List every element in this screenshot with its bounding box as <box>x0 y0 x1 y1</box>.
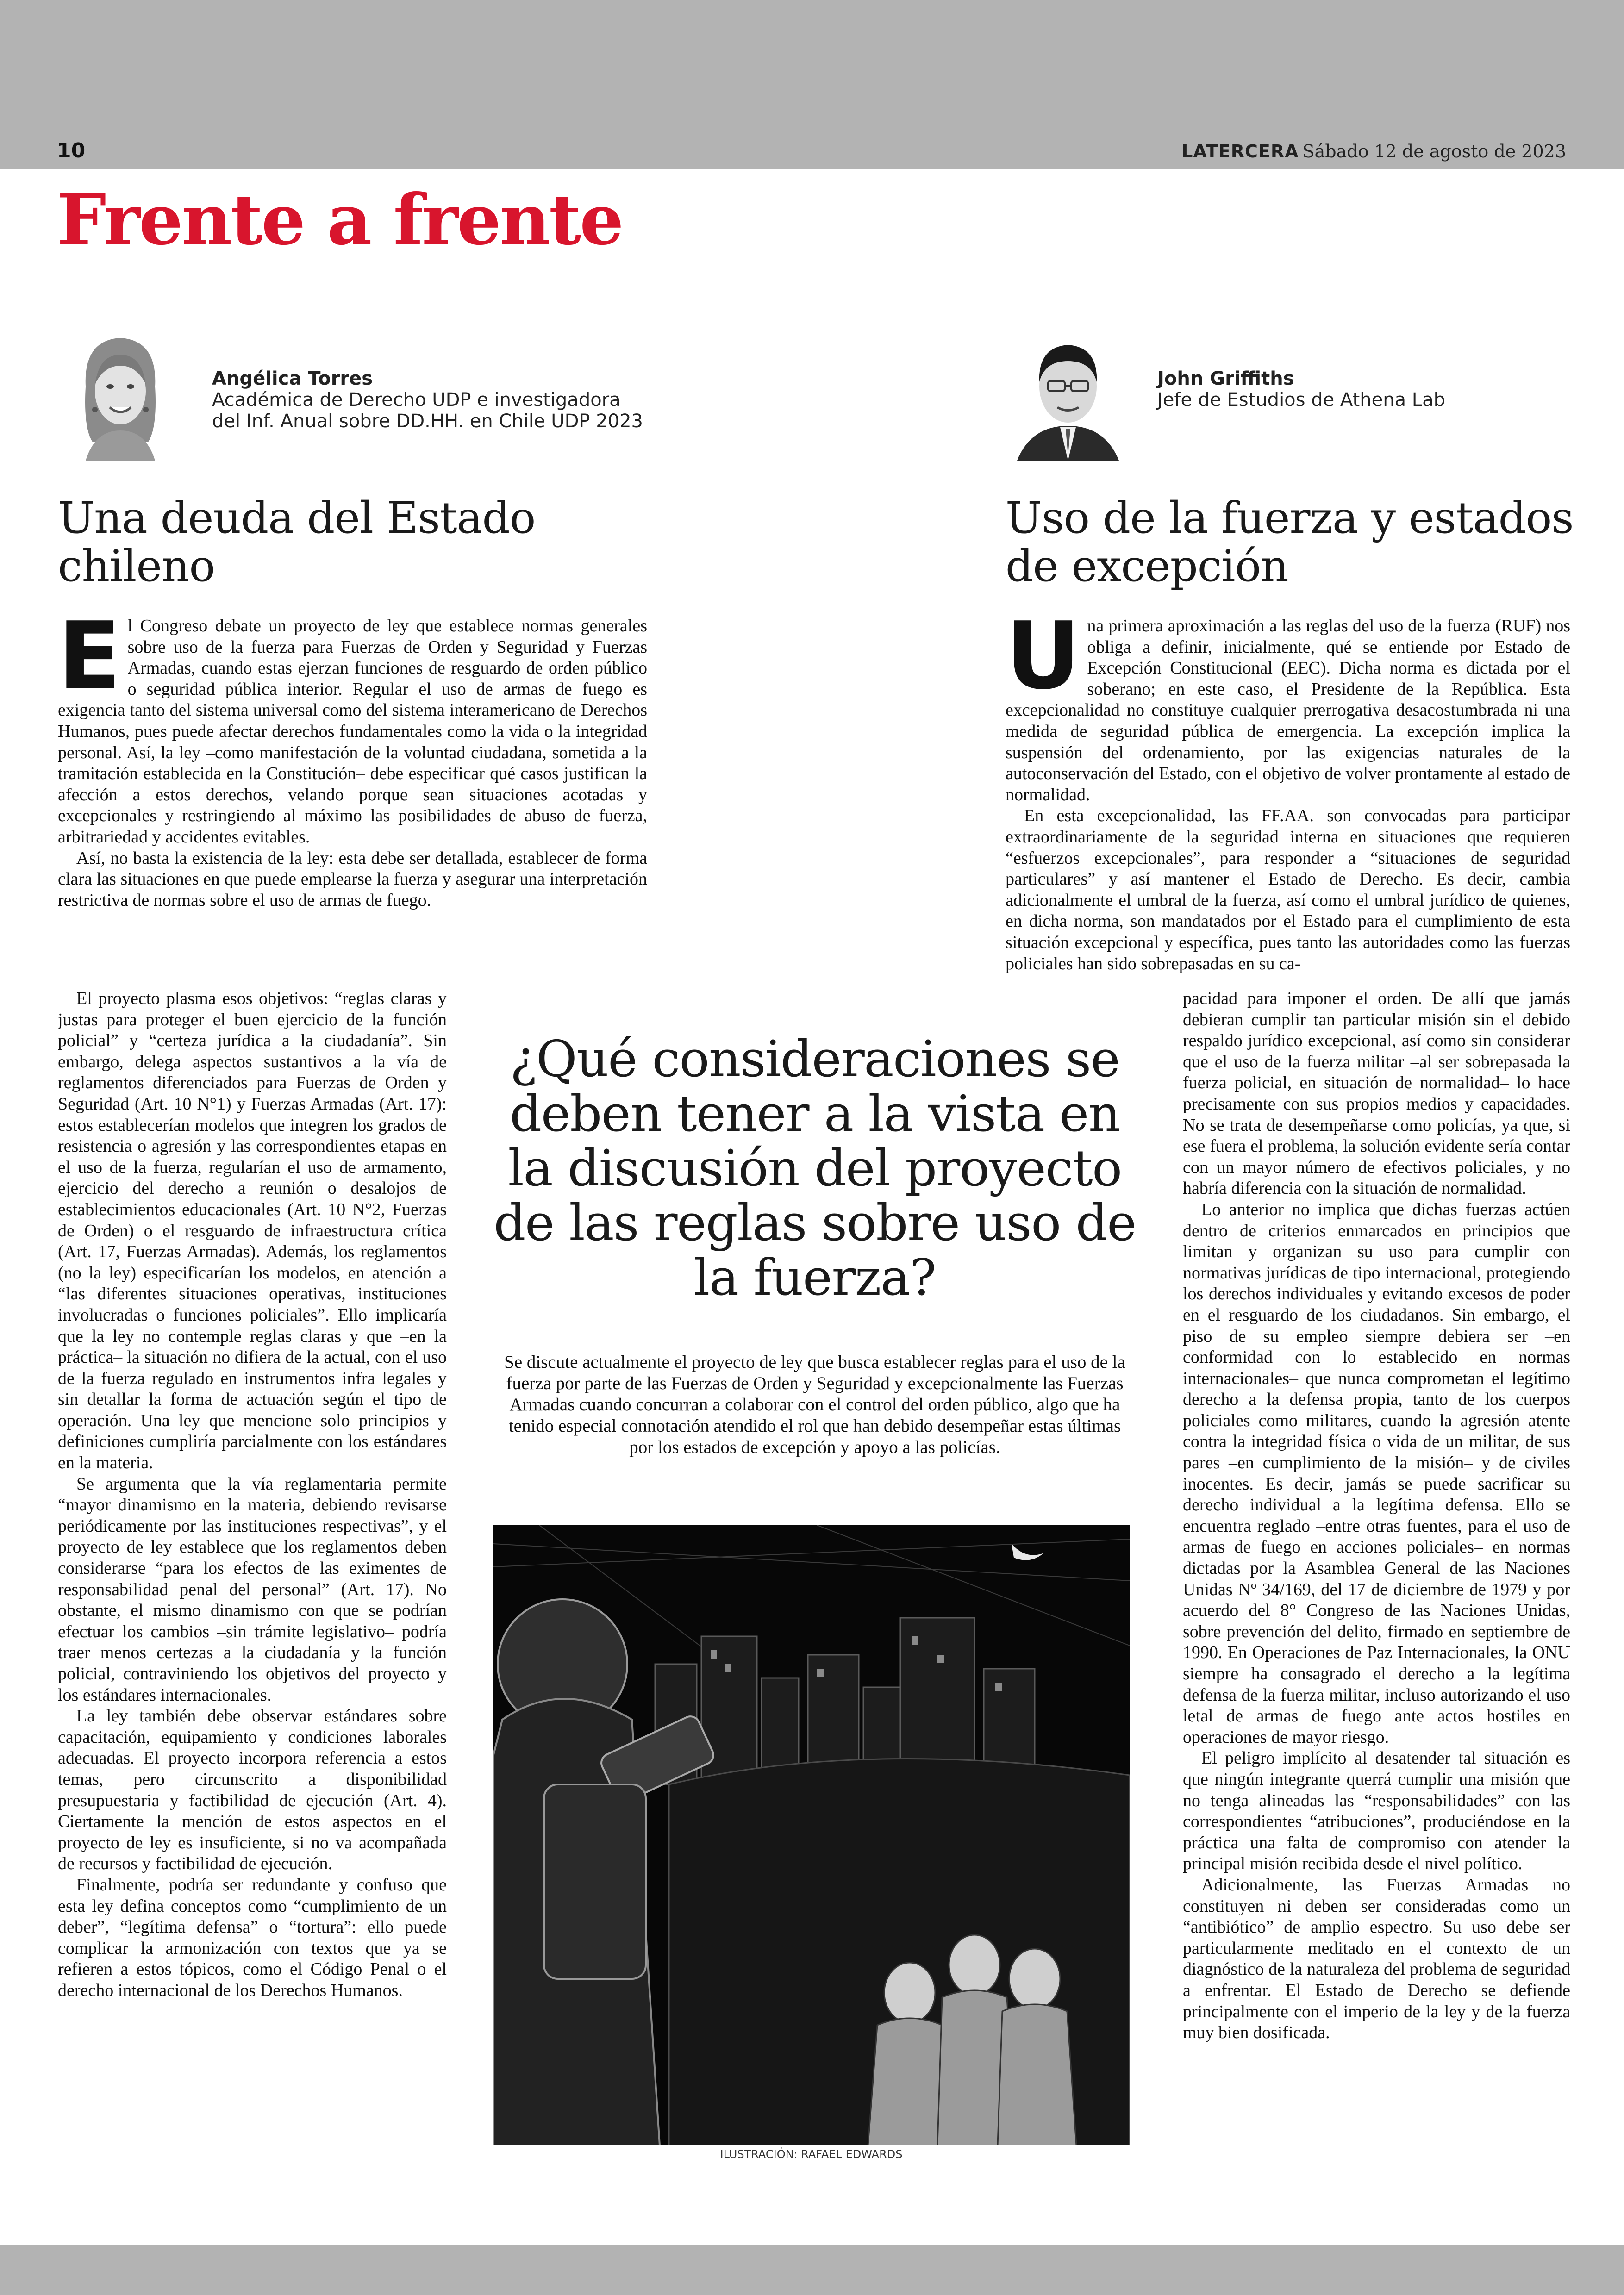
left-paragraph-3: El proyecto plasma esos objetivos: “reglas claras y justas para proteger el buen ejercicio de la función policial” y “certeza jurídica a la ciudadanía”. Sin embargo, delega aspectos sustantivos a la vía de reglamentos diferenciados para Fuerzas de Orden y Seguridad (Art. 10 N°1) y Fuerzas Armadas (Art. 17): estos establecerían modelos que integren los grados de resistencia o agresión y las correspondientes etapas en el uso de la fuerza, regularían el uso de armamento, ejercicio del derecho a reunión o desalojos de establecimientos educacionales (Art. 10 N°2, Fuerzas de Orden) o el resguardo de infraestructura crítica (Art. 17, Fuerzas Armadas). Además, los reglamentos (no la ley) especificarían los modelos, en atención a “las diferentes situaciones operativas, instituciones involucradas o funciones policiales”. Ello implicaría que la ley no contemple reglas claras y que –en la práctica– la situación no difiera de la actual, con el uso de la fuerza regulado en instrumentos infra legales y sin detallar la forma de actuación según el tipo de operación. Una ley que mencione solo principios y definiciones cumpliría parcialmente con los estándares en la materia. <box>58 989 447 1473</box>
left-headline <box>58 494 660 591</box>
right-author-role: Jefe de Estudios de Athena Lab <box>1157 389 1445 411</box>
left-article-column <box>58 988 447 2178</box>
left-headline-line-2: chileno <box>58 541 215 592</box>
left-paragraph-4: Se argumenta que la vía reglamentaria permite “mayor dinamismo en la materia, debiendo revisarse periódicamente por las instituciones respectivas”, y el proyecto de ley establece que los reglamentos deben considerarse “para los efectos de las eximentes de responsabilidad penal del personal” (Art. 17). No obstante, el mismo dinamismo con que se podrían efectuar los cambios –sin trámite legislativo– podría traer menos certezas a la ciudadanía y la función policial, contraviniendo los objetivos del proyecto y los estándares internacionales. <box>58 1474 447 1705</box>
right-paragraph-2: En esta excepcionalidad, las FF.AA. son convocadas para participar extraordinariamente de la seguridad interna en situaciones que requieren “esfuerzos excepcionales”, para responder a “situaciones de seguridad particulares” y así mantener el Estado de Derecho. Es decir, cambia adicionalmente el umbral de la fuerza, así como el umbral jurídico de quienes, en dicha norma, son mandatados por el Estado para el cumplimiento de esta situación excepcional y específica, pues tanto las autoridades como las fuerzas policiales han sido sobrepasadas en su ca- <box>1006 806 1570 973</box>
left-headline-line-1: Una deuda del Estado <box>58 493 536 543</box>
portrait-woman-icon <box>58 322 183 461</box>
left-dropcap: E <box>58 616 121 710</box>
masthead <box>1181 141 1566 162</box>
left-author-role-line-2: del Inf. Anual sobre DD.HH. en Chile UDP 2023 <box>212 411 643 432</box>
illustration-credit: ILUSTRACIÓN: RAFAEL EDWARDS <box>720 2148 903 2161</box>
right-dropcap: U <box>1006 616 1081 710</box>
left-paragraph-2: Así, no basta la existencia de la ley: esta debe ser detallada, establecer de forma clara las situaciones en que puede emplearse la fuerza y asegurar una interpretación restrictiva de normas sobre el uso de armas de fuego. <box>58 848 647 910</box>
portrait-man-icon <box>1006 322 1131 461</box>
right-paragraph-1: na primera aproximación a las reglas del uso de la fuerza (RUF) nos obliga a definir, inicialmente, qué se entiende por Estado de Excepción Constitucional (EEC). Dicha norma es dictada por el soberano; en este caso, el Presidente de la República. Esta excepcionalidad no constituye cualquier prerrogativa desacostumbrada ni una medida de seguridad pública de emergencia. La excepción implica la suspensión del ordenamiento, por las exigencias naturales de la autoconservación del Estado, con el objetivo de volver prontamente al estado de normalidad. <box>1006 616 1570 804</box>
illustration <box>493 1525 1130 2145</box>
right-headline-line-1: Uso de la fuerza y estados <box>1006 493 1574 543</box>
right-article-column <box>1183 988 1570 2178</box>
left-author-name: Angélica Torres <box>212 368 373 389</box>
debate-question: ¿Qué consideraciones se deben tener a la vista en la discusión del proyecto de las reglas sobre uso de la fuerza? <box>493 1030 1136 1307</box>
debate-intro: Se discute actualmente el proyecto de ley que busca establecer reglas para el uso de la fuerza por parte de las Fuerzas de Orden y Seguridad y excepcionalmente las Fuerzas Armadas cuando concurran a colaborar con el control del orden público, algo que ha tenido especial connotación atendido el rol que han debido desempeñar estas últimas por los estados de excepción y apoyo a las policías. <box>504 1352 1125 1457</box>
page-number: 10 <box>57 139 86 162</box>
bottom-band <box>0 2245 1624 2295</box>
left-author-role-line-1: Académica de Derecho UDP e investigadora <box>212 389 621 411</box>
right-author <box>1157 368 1445 411</box>
issue-date: Sábado 12 de agosto de 2023 <box>1302 141 1566 162</box>
right-paragraph-6: Adicionalmente, las Fuerzas Armadas no constituyen ni deben ser consideradas como un “antibiótico” de amplio espectro. Su uso debe ser particularmente meditado en el contexto de un diagnóstico de la naturaleza del problema de seguridad a enfrentar. El Estado de Derecho se defiende principalmente con el imperio de la ley y de la fuerza muy bien dosificada. <box>1183 1875 1570 2043</box>
newspaper-name: LATERCERA <box>1181 141 1299 162</box>
right-author-name: John Griffiths <box>1157 368 1294 389</box>
left-author <box>212 368 643 432</box>
left-paragraph-6: Finalmente, podría ser redundante y confuso que esta ley defina conceptos como “cumplimiento de un deber”, “legítima defensa” o “tortura”: ello puede complicar la armonización con textos que ya se refieren a estos tópicos, como el Código Penal o el derecho internacional de los Derechos Humanos. <box>58 1875 447 2000</box>
right-article-intro <box>1006 616 1570 993</box>
right-paragraph-4: Lo anterior no implica que dichas fuerzas actúen dentro de criterios enmarcados en principios que limitan y organizan su uso para cumplir con normativas jurídicas de tipo internacional, protegiendo los derechos individuales y evitando excesos de poder en el resguardo de los ciudadanos. Sin embargo, el piso de su empleo siempre debiera ser –en conformidad con lo establecido en normas internacionales– que nunca comprometan el legítimo derecho a la defensa propia, tanto de los cuerpos policiales como militares, cuando la agresión atente contra la integridad física o vida de un militar, de sus pares –en cumplimiento de la misión– y de civiles inocentes. Es decir, jamás se puede sacrificar su derecho individual a la legítima defensa. Ello se encuentra reglado –entre otras fuentes, para el uso de armas de fuego en acciones policiales– en normas dictadas por la Asamblea General de las Naciones Unidas Nº 34/169, del 17 de diciembre de 1979 y por acuerdo del 8° Congreso de las Naciones Unidas, sobre prevención del delito, firmado en septiembre de 1990. En Operaciones de Paz Internacionales, la ONU siempre ha consagrado el derecho a la legítima defensa de la fuerza militar, incluso autorizando el uso letal de armas de fuego ante actos hostiles en operaciones de mayor riesgo. <box>1183 1199 1570 1747</box>
left-paragraph-5: La ley también debe observar estándares sobre capacitación, equipamiento y condiciones laborales adecuadas. El proyecto incorpora referencia a estos temas, pero circunscrito a disponibilidad presupuestaria y factibilidad de ejecución (Art. 4). Ciertamente la mención de estos aspectos en el proyecto de ley es insuficiente, si no va acompañada de recursos y factibilidad de ejecución. <box>58 1706 447 1874</box>
left-article-intro <box>58 616 647 986</box>
right-headline-line-2: de excepción <box>1006 541 1288 592</box>
right-paragraph-5: El peligro implícito al desatender tal situación es que ningún integrante querrá cumplir una misión que no tenga alineadas las “responsabilidades” con las correspondientes “atribuciones”, produciéndose en la práctica una falta de compromiso con atender la principal misión recibida desde el nivel político. <box>1183 1748 1570 1874</box>
section-title: Frente a frente <box>57 179 623 261</box>
right-paragraph-3: pacidad para imponer el orden. De allí que jamás debieran cumplir tan particular misión sin el debido respaldo jurídico excepcional, así como sin considerar que el uso de la fuerza militar –al ser sobrepasada la fuerza policial, en situación de normalidad– lo hace precisamente con sus propios medios y capacidades. No se trata de desempeñarse como policías, ya que, si ese fuera el problema, la solución evidente sería contar con un mayor número de efectivos policiales, y no habría diferencia con la situación de normalidad. <box>1183 989 1570 1198</box>
right-headline <box>1006 494 1584 591</box>
left-paragraph-1: l Congreso debate un proyecto de ley que establece normas generales sobre uso de la fuerza para Fuerzas de Orden y Seguridad y Fuerzas Armadas, cuando estas ejerzan funciones de resguardo de orden público o seguridad pública interior. Regular el uso de armas de fuego es exigencia tanto del sistema universal como del sistema interamericano de Derechos Humanos, pues puede afectar derechos fundamentales como la vida o la integridad personal. Así, la ley –como manifestación de la voluntad ciudadana, sometida a la tramitación establecida en la Constitución– debe especificar qué casos justifican la afección a estos derechos, velando porque sean situaciones acotadas y excepcionales y restringiendo al máximo las posibilidades de abuso de fuerza, arbitrariedad y accidentes evitables. <box>58 616 647 847</box>
